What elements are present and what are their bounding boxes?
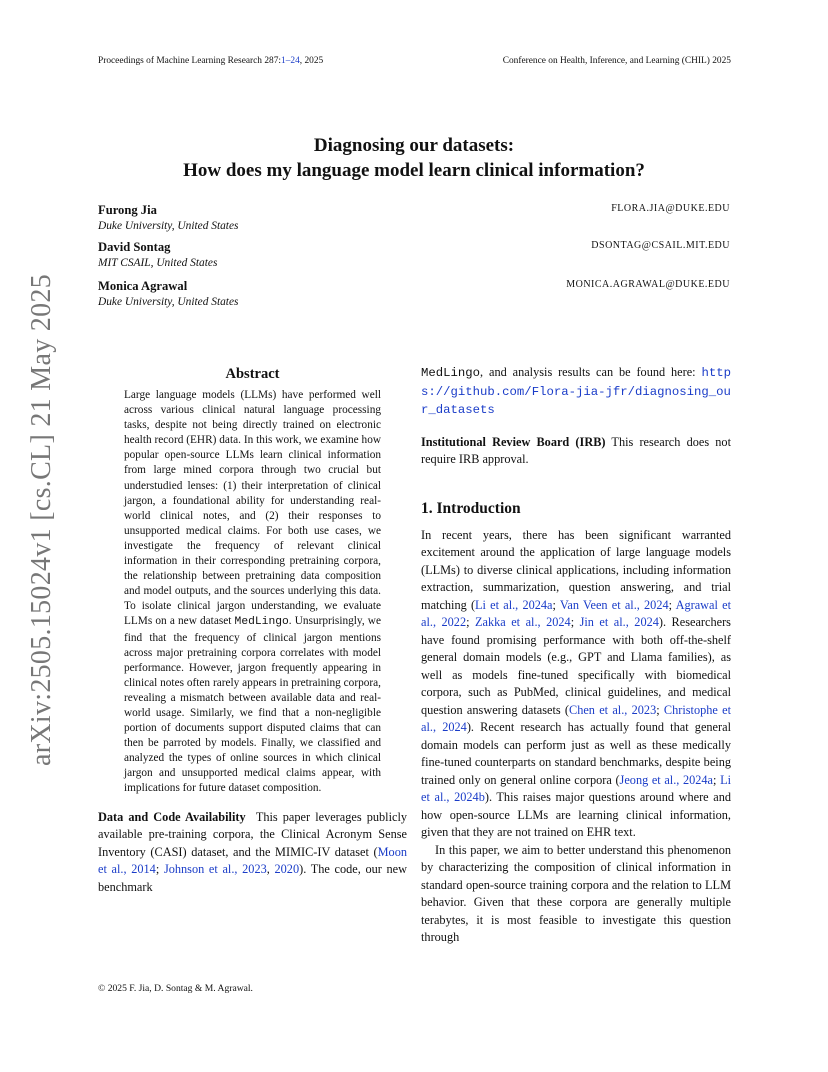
paragraph-text: ). The code, our new benchmark — [98, 862, 408, 894]
citation-link[interactable]: Moon et al., 2014 — [98, 844, 407, 877]
author-block — [98, 278, 730, 310]
irb-heading: Institutional Review Board (IRB) — [421, 434, 606, 449]
paragraph-text: This paper leverages publicly available pre-training corpora, the Clinical Acronym Sense Inventory (CASI) dataset, and the MIMIC-IV dataset ( — [98, 809, 408, 859]
section-heading-introduction: 1. Introduction — [421, 499, 521, 517]
citation-link[interactable]: Agrawal et al., 2022 — [421, 597, 731, 629]
paragraph-text: This research does not require IRB approval. — [421, 434, 731, 466]
author-email: MONICA.AGRAWAL@DUKE.EDU — [566, 279, 730, 290]
citation-link[interactable]: Li et al., 2024a — [475, 597, 553, 612]
benchmark-name: MedLingo — [421, 366, 481, 380]
running-header-left — [98, 56, 323, 66]
data-availability-continued — [421, 364, 731, 420]
title-line-2: How does my language model learn clinical information? — [183, 160, 645, 181]
author-block — [98, 239, 730, 271]
author-name: Furong Jia — [98, 203, 157, 217]
citation-link[interactable]: Chen et al., 2023 — [569, 702, 657, 717]
right-column — [421, 364, 731, 947]
citation-link[interactable]: Jeong et al., 2024a — [619, 772, 714, 787]
abstract-body — [124, 388, 381, 797]
left-column — [98, 364, 407, 896]
author-block — [98, 202, 730, 234]
paragraph-text: , and analysis results can be found here: — [480, 365, 702, 379]
title-line-1: Diagnosing our datasets: — [313, 135, 515, 156]
proceedings-label: Proceedings of Machine Learning Research 287: — [98, 56, 282, 66]
author-affiliation: MIT CSAIL, United States — [98, 257, 218, 269]
citation-link[interactable]: Christophe et al., 2024 — [421, 702, 732, 734]
abstract-text: Large language models (LLMs) have performed well across various clinical natural language processing tasks, despite not being directly trained on electronic health record (EHR) data. In this work, we examine how popular open-source LLMs learn clinical information from large mined corpora through two crucial but understudied lenses: (1) their interpretation of clinical jargon, a foundational ability for understanding real-world clinical notes, and (2) their responses to unsupported medical claims. For both use cases, we investigate the frequency of relevant clinical information in their corresponding pretraining corpora, the relationship between pretraining data composition and model outputs, and the sources underlying this data. To isolate clinical jargon understanding, we evaluate LLMs on a new dataset — [124, 389, 381, 628]
citation-link[interactable]: Li et al., 2024b — [421, 772, 731, 804]
data-availability-heading: Data and Code Availability — [98, 809, 246, 824]
copyright-icon: © — [98, 983, 106, 994]
dataset-name: MedLingo — [234, 616, 289, 629]
author-affiliation: Duke University, United States — [98, 296, 239, 308]
citation-link[interactable]: 2020 — [274, 862, 300, 877]
arxiv-identifier-stamp: arXiv:2505.15024v1 [cs.CL] 21 May 2025 — [26, 273, 57, 767]
introduction-paragraph: In this paper, we aim to better understand this phenomenon by characterizing the composition of clinical information in standard open-source training corpora and the relation to LLM behavior. Given that these corpora are generally multiple terabytes, it is most feasible to investigate this question through — [421, 842, 731, 944]
citation-link[interactable]: Johnson et al., 2023 — [163, 862, 267, 877]
github-url-link[interactable]: https://github.com/Flora-jia-jfr/diagnosing_our_datasets — [421, 366, 731, 417]
page-range-link[interactable]: 1–24 — [281, 56, 300, 66]
copyright-footer — [98, 983, 253, 994]
author-email: FLORA.JIA@DUKE.EDU — [611, 203, 730, 214]
running-header-right: Conference on Health, Inference, and Learning (CHIL) 2025 — [502, 56, 731, 66]
author-name: Monica Agrawal — [98, 279, 188, 293]
irb-paragraph — [421, 434, 731, 469]
proceedings-year: , 2025 — [299, 56, 324, 66]
copyright-text: 2025 F. Jia, D. Sontag & M. Agrawal. — [105, 983, 253, 994]
citation-link[interactable]: Van Veen et al., 2024 — [559, 597, 669, 612]
author-email: DSONTAG@CSAIL.MIT.EDU — [591, 240, 730, 251]
citation-link[interactable]: Zakka et al., 2024 — [475, 615, 571, 629]
data-availability-paragraph: Data and Code Availability This paper leverages publicly available pre-training corpora, the Clinical Acronym Sense Inventory (CASI) dataset, and the MIMIC-IV dataset (Moon et al., 2014; Johnson et al., 2023, 2020). The code, our new benchmark — [98, 809, 408, 894]
paper-title — [0, 133, 828, 183]
citation-link[interactable]: Jin et al., 2024 — [579, 615, 659, 629]
introduction-paragraph: In recent years, there has been significant warranted excitement around the application of large language models (LLMs) to diverse clinical applications, including information extraction, summarization, question answering, and trial matching (Li et al., 2024a; Van Veen et al., 2024; Agrawal et al., 2022; Zakka et al., 2024; Jin et al., 2024). Researchers have found promising performance with both off-the-shelf general domain models (e.g., GPT and Llama families), as well as models fine-tuned specifically with biomedical corpora, such as PubMed, clinical guidelines, and medical question answering datasets (Chen et al., 2023; Christophe et al., 2024). Recent research has actually found that general domain models can perform just as well as these medically fine-tuned counterparts on standard benchmarks, despite being trained only on general online corpora (Jeong et al., 2024a; Li et al., 2024b). This raises major questions around where and how open-source LLMs are learning clinical information, given that they are not trained on EHR text. — [421, 527, 732, 839]
abstract-heading: Abstract — [225, 366, 280, 382]
author-name: David Sontag — [98, 240, 171, 254]
abstract-text: . Unsurprisingly, we find that the frequency of clinical jargon mentions across major pretraining corpora correlates with model performance. However, jargon frequently appearing in clinical notes often rarely appears in pretraining corpora, revealing a mismatch between available data and real-world usage. Similarly, we find that a non-negligible portion of documents support disputed claims that can then be parroted by models. Finally, we classified and analyzed the types of online sources in which clinical jargon and unsupported medical claims appear, with implications for future dataset composition. — [124, 615, 381, 795]
author-affiliation: Duke University, United States — [98, 220, 239, 232]
